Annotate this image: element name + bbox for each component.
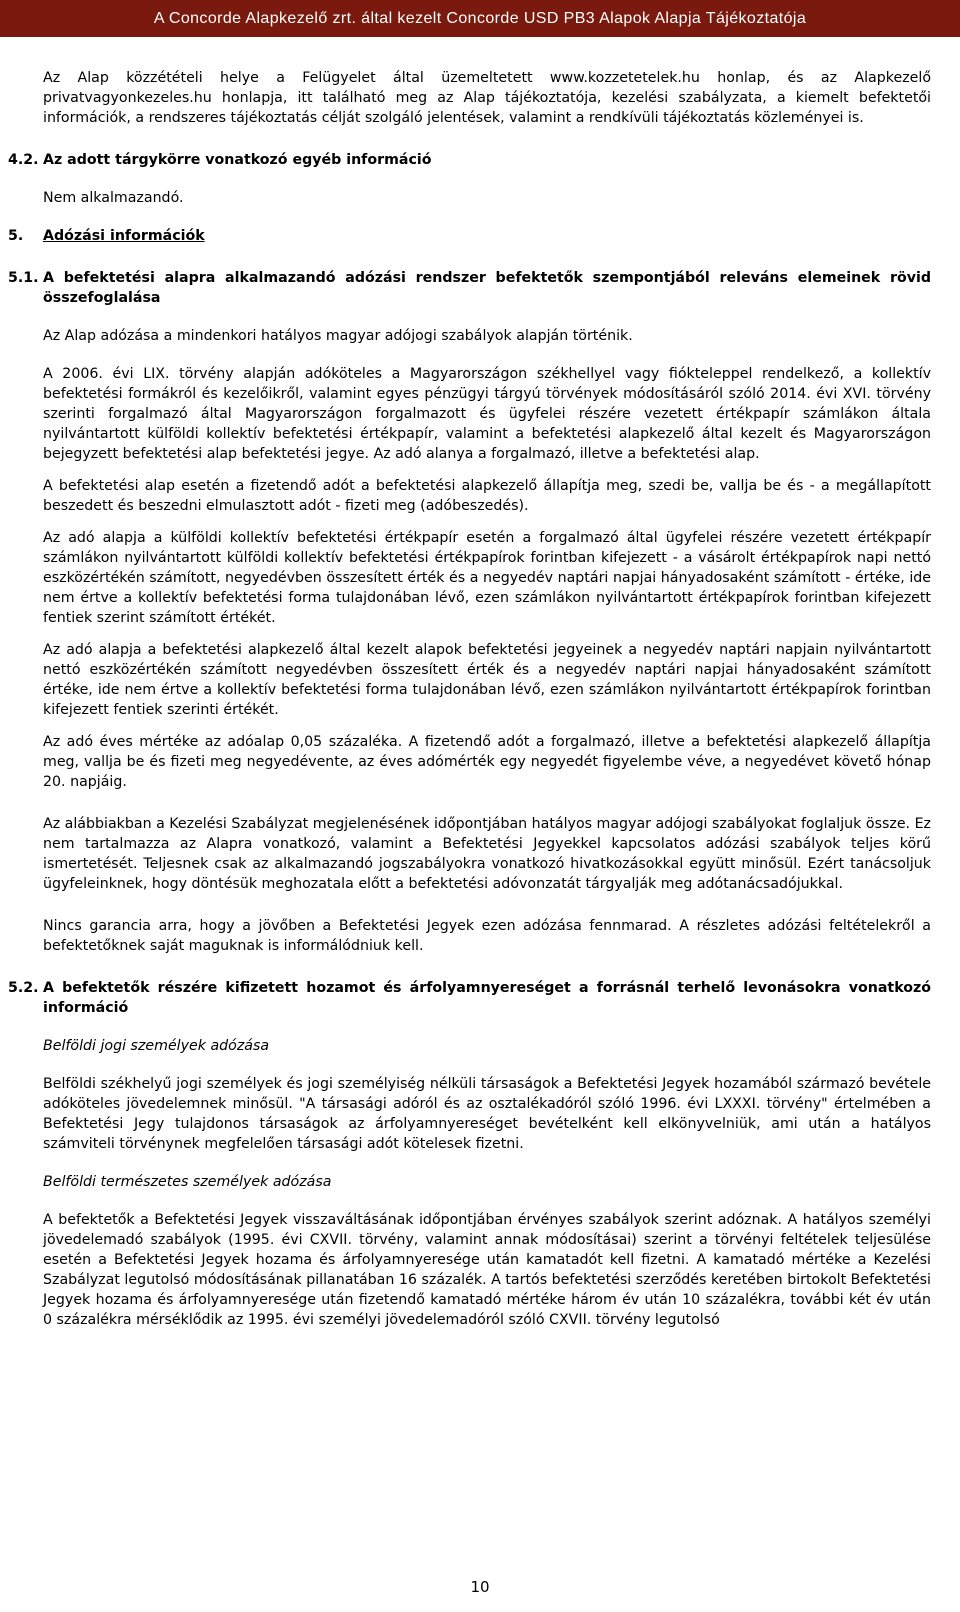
paragraph: Az Alap adózása a mindenkori hatályos magyar adójogi szabályok alapján történik.: [43, 328, 633, 344]
section-5-1-heading: [0, 268, 931, 308]
subsection-title: Belföldi természetes személyek adózása: [43, 1174, 332, 1190]
section-4-2-heading: [0, 150, 931, 170]
section-title: Adózási információk: [43, 228, 205, 244]
header-title: A Concorde Alapkezelő zrt. által kezelt Concorde USD PB3 Alapok Alapja Tájékoztatója: [153, 10, 807, 27]
document-header: [0, 0, 960, 37]
paragraph: Nincs garancia arra, hogy a jövőben a Befektetési Jegyek ezen adózása fennmarad. A részletes adózási feltételekről a befektetőknek saját maguknak is informálódniuk kell.: [43, 918, 931, 954]
page-number: 10: [470, 1578, 490, 1596]
paragraph: A befektetési alap esetén a fizetendő adót a befektetési alapkezelő állapítja meg, szedi be, vallja be és - a megállapított beszedett és beszedni elmulasztott adót - fizeti meg (adóbeszedés).: [43, 478, 931, 514]
section-number: 5.: [8, 228, 24, 244]
section-4-2-body: Nem alkalmazandó.: [43, 190, 184, 206]
section-number: 4.2.: [8, 152, 39, 168]
section-title: Az adott tárgykörre vonatkozó egyéb információ: [43, 152, 432, 168]
paragraph: A befektetők a Befektetési Jegyek visszaváltásának időpontjában érvényes szabályok szerint adóznak. A hatályos személyi jövedelemadó szabályok (1995. évi CXVII. törvény, valamint annak módosításai) szerint a törvényi feltételek teljesülése esetén a Befektetési Jegyek hozama és árfolyamnyeresége után kamatadót kell fizetni. A kamatadó mértéke a Kezelési Szabályzat legutolsó módosításának pillanatában 16 százalék. A tartós befektetési szerződés keretében birtokolt Befektetési Jegyek hozama és árfolyamnyeresége után fizetendő kamatadó mértéke három év után 10 százalékra, további két év után 0 százalékra mérséklődik az 1995. évi személyi jövedelemadóról szóló CXVII. törvény legutolsó: [43, 1212, 931, 1328]
section-5-2-heading: [0, 978, 931, 1018]
document-body: [8, 68, 931, 1330]
section-title: A befektetési alapra alkalmazandó adózási rendszer befektetők szempontjából releváns elemeinek rövid összefoglalása: [43, 270, 931, 306]
paragraph: Az alábbiakban a Kezelési Szabályzat megjelenésének időpontjában hatályos magyar adójogi szabályokat foglaljuk össze. Ez nem tartalmazza az Alapra vonatkozó, valamint a Befektetési Jegyekkel kapcsolatos adózási szabályok teljes körű ismertetését. Teljesnek csak az alkalmazandó jogszabályokra vonatkozó hivatkozásokkal együtt minősül. Ezért tanácsoljuk ügyfeleinknek, hogy döntésük meghozatala előtt a befektetési adóvonzatát tárgyalják meg adótanácsadójukkal.: [43, 816, 931, 892]
paragraph: Belföldi székhelyű jogi személyek és jogi személyiség nélküli társaságok a Befektetési Jegyek hozamából származó bevétele adóköteles jövedelemnek minősül. "A társasági adóról és az osztalékadóról szóló 1996. évi LXXXI. törvény" értelmében a Befektetési Jegy tulajdonos társaságok az árfolyamnyereséget bevételként kell elkönyvelniük, ami után a hatályos számviteli törvénynek megfelelően társasági adót kötelesek fizetni.: [43, 1076, 931, 1152]
intro-paragraph: Az Alap közzétételi helye a Felügyelet által üzemeltetett www.kozzetetelek.hu honlap, és az Alapkezelő privatvagyonkezeles.hu honlapja, itt található meg az Alap tájékoztatója, kezelési szabályzata, a kiemelt befektetői információk, a rendszeres tájékoztatás célját szolgáló jelentések, valamint a rendkívüli tájékoztatás közleményei is.: [43, 70, 931, 126]
paragraph: Az adó alapja a külföldi kollektív befektetési értékpapír esetén a forgalmazó által ügyfelei részére vezetett értékpapír számlákon nyilvántartott külföldi kollektív befektetési értékpapírok forintban kifejezett - a vásárolt értékpapírok napi nettó eszközértékén számított, negyedévben összesített érték és a negyedév naptári napjai hányadosaként számított - értéke, ide nem értve a kollektív befektetési forma tulajdonában lévő, ezen számlákon nyilvántartott értékpapírok forintban kifejezett fentiek szerint számított értékét.: [43, 530, 931, 626]
paragraph: Az adó alapja a befektetési alapkezelő által kezelt alapok befektetési jegyeinek a negyedév naptári napjain nyilvántartott nettó eszközértékén számított negyedévben összesített érték és a negyedév naptári napjai hányadosaként számított értéke, ide nem értve a kollektív befektetési forma tulajdonában lévő, ezen számlákon nyilvántartott értékpapírok forintban kifejezett fentiek szerinti értékét.: [43, 642, 931, 718]
section-number: 5.1.: [8, 270, 39, 286]
paragraph: A 2006. évi LIX. törvény alapján adóköteles a Magyarországon székhellyel vagy fiókteleppel rendelkező, a kollektív befektetési formákról és kezelőikről, valamint egyes pénzügyi tárgyú törvények módosításáról szóló 2014. évi XVI. törvény szerinti forgalmazó által Magyarországon forgalmazott és ügyfelei részére vezetett értékpapír számlákon általa nyilvántartott külföldi kollektív befektetési értékpapír, valamint a befektetési alapkezelő által kezelt és Magyarországon bejegyzett befektetési alap befektetési jegye. Az adó alanya a forgalmazó, illetve a befektetési alap.: [43, 366, 931, 462]
paragraph: Az adó éves mértéke az adóalap 0,05 százaléka. A fizetendő adót a forgalmazó, illetve a befektetési alapkezelő állapítja meg, vallja be és fizeti meg negyedévente, az éves adómérték egy negyedét figyelembe véve, a negyedévet követő hónap 20. napjáig.: [43, 734, 931, 790]
section-title: A befektetők részére kifizetett hozamot és árfolyamnyereséget a forrásnál terhelő levonásokra vonatkozó információ: [43, 980, 931, 1016]
section-number: 5.2.: [8, 980, 39, 996]
subsection-title: Belföldi jogi személyek adózása: [43, 1038, 270, 1054]
section-5-heading: [0, 226, 931, 246]
